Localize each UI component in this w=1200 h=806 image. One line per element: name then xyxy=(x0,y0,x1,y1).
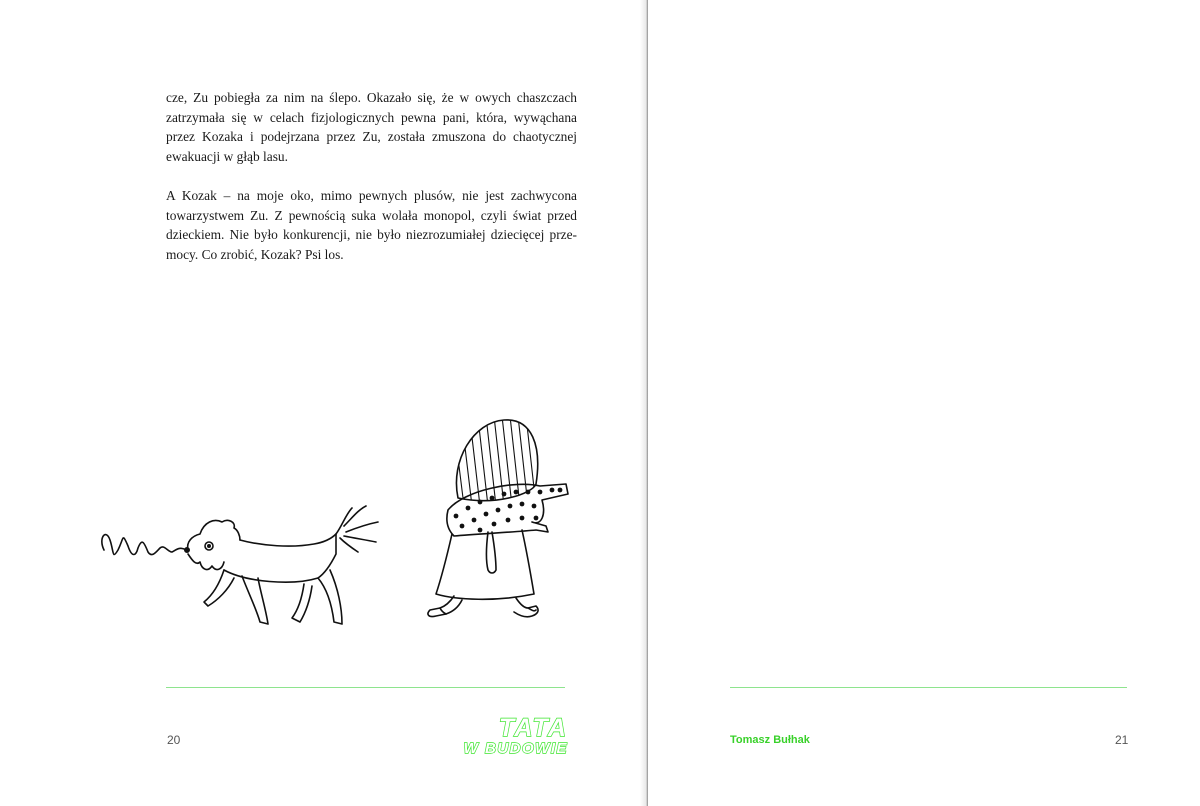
footer-rule xyxy=(730,687,1127,688)
paragraph-1 xyxy=(166,88,577,166)
sniff-squiggle xyxy=(102,535,186,555)
text-line: towarzystwem Zu. Z pewnością suka wolała monopol, czyli świat przed xyxy=(166,207,577,223)
text-line: zatrzymała się w celach fizjologicznych pewna pani, która, wywąchana xyxy=(166,109,577,125)
dog-figure xyxy=(185,506,378,624)
right-page xyxy=(648,0,1200,806)
footer-rule xyxy=(166,687,565,688)
text-line: ewakuacji w głąb lasu. xyxy=(166,148,288,164)
logo-title-line2: W BUDOWIE xyxy=(463,740,568,757)
text-line: dzieckiem. Nie było konkurencji, nie było niezrozumiałej dziecięcej prze- xyxy=(166,227,577,243)
text-line: przez Kozaka i podejrzana przez Zu, została zmuszona do chaotycznej xyxy=(166,129,577,145)
dog-and-child-illustration xyxy=(96,410,576,640)
text-line: A Kozak – na moje oko, mimo pewnych plusów, nie jest zachwycona xyxy=(166,187,577,203)
book-logo xyxy=(450,716,568,758)
body-text xyxy=(166,88,577,264)
author-name: Tomasz Bułhak xyxy=(730,734,810,746)
text-line: mocy. Co zrobić, Kozak? Psi los. xyxy=(166,246,344,262)
page-number: 20 xyxy=(167,733,181,747)
paragraph-2 xyxy=(166,186,577,264)
page-number: 21 xyxy=(1115,733,1129,747)
text-line: cze, Zu pobiegła za nim na ślepo. Okazało się, że w owych chaszczach xyxy=(166,90,577,105)
logo-title-line1: TATA xyxy=(498,714,568,742)
child-figure xyxy=(428,416,568,617)
